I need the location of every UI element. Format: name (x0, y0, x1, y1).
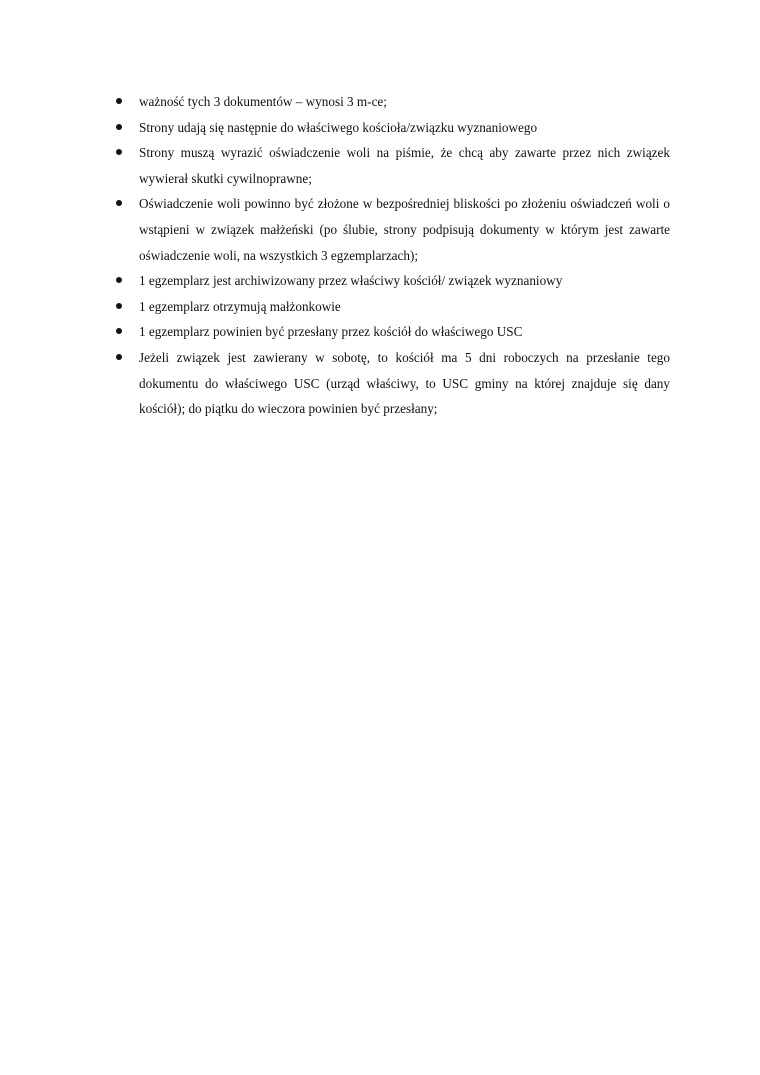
list-item (116, 89, 670, 115)
bullet-icon (116, 303, 122, 309)
bullet-icon (116, 354, 122, 360)
list-item-text: Oświadczenie woli powinno być złożone w bezpośredniej bliskości po złożeniu oświadczeń woli o wstąpieni w związek małżeński (po ślubie, strony podpisują dokumenty w którym jest zawarte oświadczenie woli, na wszystkich 3 egzemplarzach); (139, 196, 670, 263)
list-item-text: ważność tych 3 dokumentów – wynosi 3 m-ce; (139, 94, 387, 109)
list-item-text: 1 egzemplarz otrzymują małżonkowie (139, 298, 341, 314)
bullet-icon (116, 124, 122, 130)
list-item-text: Strony muszą wyrazić oświadczenie woli na piśmie, że chcą aby zawarte przez nich związek wywierał skutki cywilnoprawne; (139, 145, 670, 186)
list-item (116, 294, 670, 320)
bullet-icon (116, 328, 122, 334)
bullet-list (116, 89, 670, 422)
list-item (116, 191, 670, 268)
bullet-icon (116, 277, 122, 283)
list-item (116, 268, 670, 294)
bullet-icon (116, 200, 122, 206)
list-item (116, 345, 670, 422)
bullet-icon (116, 98, 122, 104)
list-item-text: Jeżeli związek jest zawierany w sobotę, to kościół ma 5 dni roboczych na przesłanie tego dokumentu do właściwego USC (urząd właściwy, to USC gminy na której znajduje się dany kościół); do piątku do wieczora powinien być przesłany; (139, 349, 670, 417)
list-item (116, 140, 670, 191)
bullet-icon (116, 149, 122, 155)
list-item (116, 319, 670, 345)
list-item-text: 1 egzemplarz powinien być przesłany przez kościół do właściwego USC (139, 324, 523, 340)
list-item (116, 115, 670, 141)
list-item-text: Strony udają się następnie do właściwego kościoła/związku wyznaniowego (139, 119, 538, 135)
list-item-text: 1 egzemplarz jest archiwizowany przez właściwy kościół/ związek wyznaniowy (139, 273, 563, 289)
